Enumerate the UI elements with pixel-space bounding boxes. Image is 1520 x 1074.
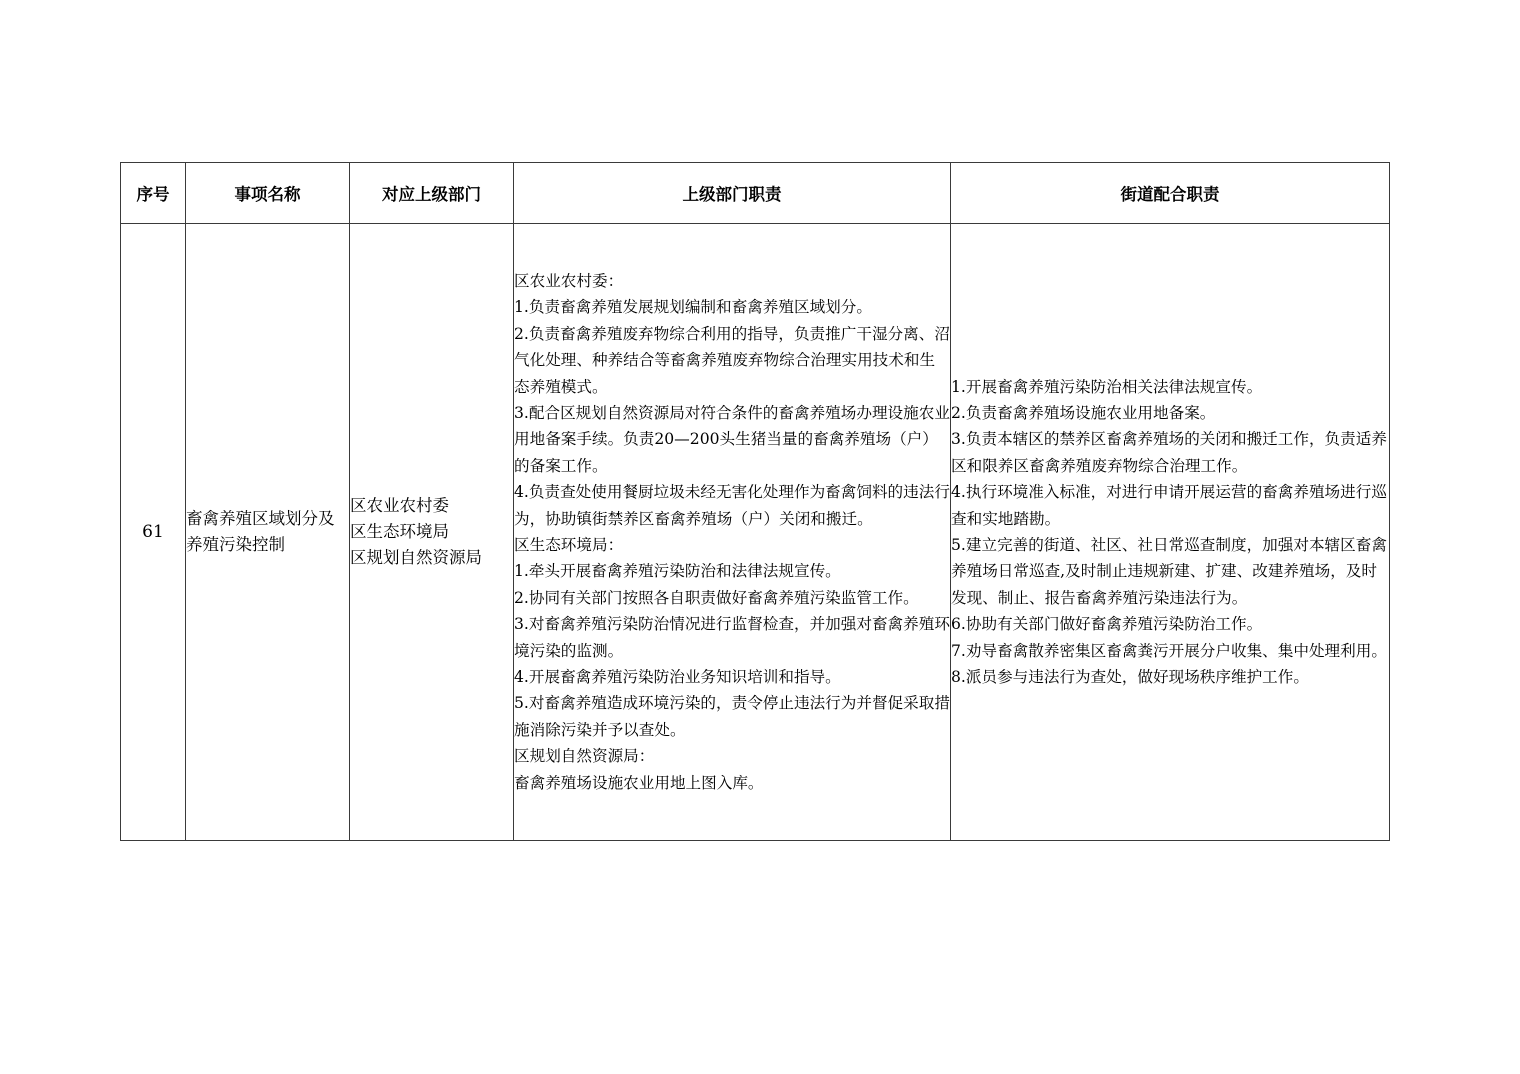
row-num: 61 bbox=[121, 224, 186, 841]
row-departments bbox=[350, 224, 514, 841]
department-item: 区规划自然资源局 bbox=[350, 548, 482, 567]
row-item-name: 畜禽养殖区域划分及养殖污染控制 bbox=[186, 224, 350, 841]
header-upper-duties: 上级部门职责 bbox=[514, 163, 951, 224]
duty-table bbox=[120, 162, 1390, 841]
table-header-row bbox=[121, 163, 1390, 224]
header-name: 事项名称 bbox=[186, 163, 350, 224]
table-row bbox=[121, 224, 1390, 841]
header-street-duties: 街道配合职责 bbox=[951, 163, 1390, 224]
row-upper-duties: 区农业农村委： 1.负责畜禽养殖发展规划编制和畜禽养殖区域划分。 2.负责畜禽养殖废弃物综合利用的指导，负责推广干湿分离、沼气化处理、种养结合等畜禽养殖废弃物综合治理实用技术和生态养殖模式。 3.配合区规划自然资源局对符合条件的畜禽养殖场办理设施农业用地备案手续。负责20—200头生猪当量的畜禽养殖场（户）的备案工作。 4.负责查处使用餐厨垃圾未经无害化处理作为畜禽饲料的违法行为，协助镇街禁养区畜禽养殖场（户）关闭和搬迁。 区生态环境局： 1.牵头开展畜禽养殖污染防治和法律法规宣传。 2.协同有关部门按照各自职责做好畜禽养殖污染监管工作。 3.对畜禽养殖污染防治情况进行监督检查，并加强对畜禽养殖环境污染的监测。 4.开展畜禽养殖污染防治业务知识培训和指导。 5.对畜禽养殖造成环境污染的，责令停止违法行为并督促采取措施消除污染并予以查处。 区规划自然资源局： 畜禽养殖场设施农业用地上图入库。 bbox=[514, 224, 951, 841]
department-item: 区生态环境局 bbox=[350, 522, 449, 541]
row-street-duties: 1.开展畜禽养殖污染防治相关法律法规宣传。 2.负责畜禽养殖场设施农业用地备案。 3.负责本辖区的禁养区畜禽养殖场的关闭和搬迁工作，负责适养区和限养区畜禽养殖废弃物综合治理工作。 4.执行环境准入标准，对进行申请开展运营的畜禽养殖场进行巡查和实地踏勘。 5.建立完善的街道、社区、社日常巡查制度，加强对本辖区畜禽养殖场日常巡查,及时制止违规新建、扩建、改建养殖场，及时发现、制止、报告畜禽养殖污染违法行为。 6.协助有关部门做好畜禽养殖污染防治工作。 7.劝导畜禽散养密集区畜禽粪污开展分户收集、集中处理利用。 8.派员参与违法行为查处，做好现场秩序维护工作。 bbox=[951, 224, 1390, 841]
header-num: 序号 bbox=[121, 163, 186, 224]
header-dept: 对应上级部门 bbox=[350, 163, 514, 224]
department-item: 区农业农村委 bbox=[350, 496, 449, 515]
